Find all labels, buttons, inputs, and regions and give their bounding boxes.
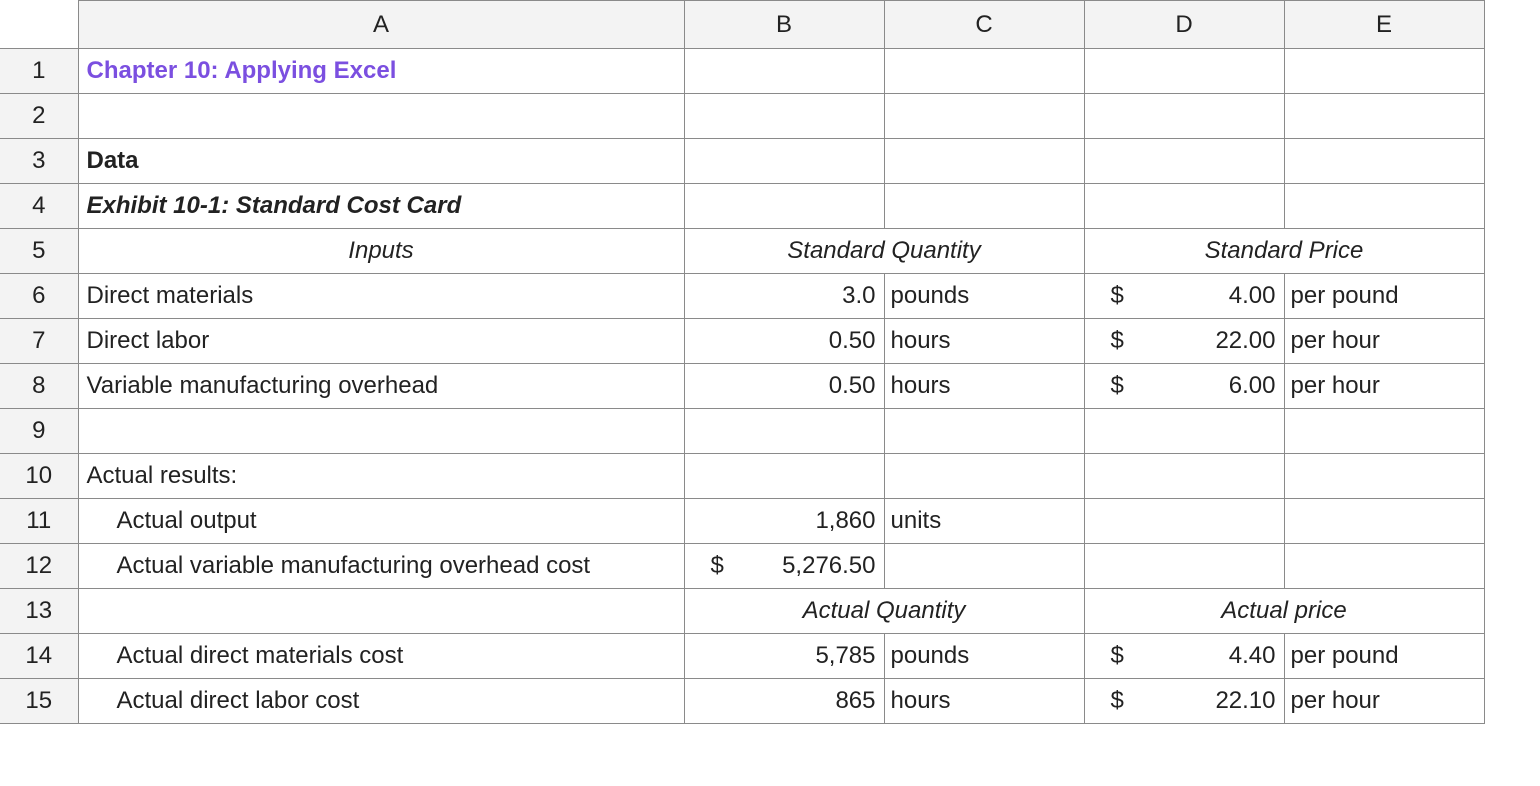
cell-e15-price-unit[interactable]: per hour [1284, 679, 1484, 724]
cell-b2[interactable] [684, 94, 884, 139]
currency-symbol: $ [710, 552, 724, 579]
cell-a4-exhibit-title[interactable]: Exhibit 10-1: Standard Cost Card [78, 184, 684, 229]
row-header[interactable]: 7 [0, 319, 78, 364]
cell-e3[interactable] [1284, 139, 1484, 184]
price-value: 4.00 [1228, 282, 1276, 309]
price-value: 22.10 [1215, 687, 1276, 714]
cell-a9[interactable] [78, 409, 684, 454]
cell-c1[interactable] [884, 49, 1084, 94]
cell-e4[interactable] [1284, 184, 1484, 229]
cell-a12-actual-voh-label[interactable]: Actual variable manufacturing overhead cost [78, 544, 684, 589]
cell-a13[interactable] [78, 589, 684, 634]
cell-b6-quantity[interactable]: 3.0 [684, 274, 884, 319]
cell-e12[interactable] [1284, 544, 1484, 589]
sheet-row [0, 499, 1484, 544]
row-header[interactable]: 4 [0, 184, 78, 229]
cell-d2[interactable] [1084, 94, 1284, 139]
cell-e10[interactable] [1284, 454, 1484, 499]
cost-value: 5,276.50 [782, 552, 876, 579]
cell-b12-actual-voh-value[interactable] [684, 544, 884, 589]
cell-b3[interactable] [684, 139, 884, 184]
cell-d6-price[interactable] [1084, 274, 1284, 319]
cell-b5-standard-quantity-header[interactable]: Standard Quantity [684, 229, 1084, 274]
column-header-row [0, 1, 1484, 49]
sheet-row [0, 139, 1484, 184]
sheet-row [0, 94, 1484, 139]
cell-d4[interactable] [1084, 184, 1284, 229]
cell-a8-label[interactable]: Variable manufacturing overhead [78, 364, 684, 409]
row-header[interactable]: 9 [0, 409, 78, 454]
row-header[interactable]: 12 [0, 544, 78, 589]
sheet-row [0, 454, 1484, 499]
cell-c11-unit[interactable]: units [884, 499, 1084, 544]
cell-c3[interactable] [884, 139, 1084, 184]
cell-e14-price-unit[interactable]: per pound [1284, 634, 1484, 679]
cell-d12[interactable] [1084, 544, 1284, 589]
cell-c15-unit[interactable]: hours [884, 679, 1084, 724]
column-header-a[interactable]: A [78, 1, 684, 49]
sheet-row [0, 634, 1484, 679]
column-header-b[interactable]: B [684, 1, 884, 49]
cell-e8-price-unit[interactable]: per hour [1284, 364, 1484, 409]
cell-c7-unit[interactable]: hours [884, 319, 1084, 364]
cell-a6-label[interactable]: Direct materials [78, 274, 684, 319]
row-header[interactable]: 6 [0, 274, 78, 319]
cell-c8-unit[interactable]: hours [884, 364, 1084, 409]
currency-symbol: $ [1110, 687, 1124, 714]
cell-b1[interactable] [684, 49, 884, 94]
cell-e2[interactable] [1284, 94, 1484, 139]
cell-e6-price-unit[interactable]: per pound [1284, 274, 1484, 319]
cell-d13-actual-price-header[interactable]: Actual price [1084, 589, 1484, 634]
cell-a7-label[interactable]: Direct labor [78, 319, 684, 364]
cell-b8-quantity[interactable]: 0.50 [684, 364, 884, 409]
row-header[interactable]: 8 [0, 364, 78, 409]
price-value: 6.00 [1228, 372, 1276, 399]
cell-c10[interactable] [884, 454, 1084, 499]
currency-symbol: $ [1110, 372, 1124, 399]
column-header-e[interactable]: E [1284, 1, 1484, 49]
cell-a15-label[interactable]: Actual direct labor cost [78, 679, 684, 724]
cell-c12[interactable] [884, 544, 1084, 589]
column-header-c[interactable]: C [884, 1, 1084, 49]
cell-b4[interactable] [684, 184, 884, 229]
cell-b11-actual-output-value[interactable]: 1,860 [684, 499, 884, 544]
currency-symbol: $ [1110, 642, 1124, 669]
cell-e11[interactable] [1284, 499, 1484, 544]
sheet-row [0, 319, 1484, 364]
sheet-row [0, 49, 1484, 94]
cell-d7-price[interactable] [1084, 319, 1284, 364]
cell-c4[interactable] [884, 184, 1084, 229]
sheet-row [0, 409, 1484, 454]
select-all-corner[interactable] [0, 1, 78, 49]
row-header[interactable]: 14 [0, 634, 78, 679]
sheet-row [0, 274, 1484, 319]
cell-b7-quantity[interactable]: 0.50 [684, 319, 884, 364]
cell-a1-title[interactable]: Chapter 10: Applying Excel [78, 49, 684, 94]
price-value: 22.00 [1215, 327, 1276, 354]
sheet-row [0, 364, 1484, 409]
cell-b10[interactable] [684, 454, 884, 499]
cell-d15-price[interactable] [1084, 679, 1284, 724]
cell-d14-price[interactable] [1084, 634, 1284, 679]
row-header[interactable]: 10 [0, 454, 78, 499]
sheet-row [0, 544, 1484, 589]
cell-c9[interactable] [884, 409, 1084, 454]
price-value: 4.40 [1228, 642, 1276, 669]
cell-c14-unit[interactable]: pounds [884, 634, 1084, 679]
row-header[interactable]: 2 [0, 94, 78, 139]
column-header-d[interactable]: D [1084, 1, 1284, 49]
currency-symbol: $ [1110, 327, 1124, 354]
cell-b13-actual-quantity-header[interactable]: Actual Quantity [684, 589, 1084, 634]
sheet-row [0, 589, 1484, 634]
row-header[interactable]: 13 [0, 589, 78, 634]
row-header[interactable]: 15 [0, 679, 78, 724]
cell-d8-price[interactable] [1084, 364, 1284, 409]
sheet-row [0, 679, 1484, 724]
cell-a14-label[interactable]: Actual direct materials cost [78, 634, 684, 679]
cell-d10[interactable] [1084, 454, 1284, 499]
cell-e1[interactable] [1284, 49, 1484, 94]
cell-d1[interactable] [1084, 49, 1284, 94]
cell-e9[interactable] [1284, 409, 1484, 454]
row-header[interactable]: 1 [0, 49, 78, 94]
cell-e7-price-unit[interactable]: per hour [1284, 319, 1484, 364]
cell-a2[interactable] [78, 94, 684, 139]
cell-a11-actual-output-label[interactable]: Actual output [78, 499, 684, 544]
cell-b15-quantity[interactable]: 865 [684, 679, 884, 724]
cell-a5-inputs-header[interactable]: Inputs [78, 229, 684, 274]
cell-d9[interactable] [1084, 409, 1284, 454]
row-header[interactable]: 5 [0, 229, 78, 274]
sheet-row [0, 184, 1484, 229]
row-header[interactable]: 11 [0, 499, 78, 544]
row-header[interactable]: 3 [0, 139, 78, 184]
sheet-row [0, 229, 1484, 274]
cell-a3-data-label[interactable]: Data [78, 139, 684, 184]
cell-b9[interactable] [684, 409, 884, 454]
cell-d11[interactable] [1084, 499, 1284, 544]
cell-a10-actual-results-label[interactable]: Actual results: [78, 454, 684, 499]
cell-d3[interactable] [1084, 139, 1284, 184]
cell-d5-standard-price-header[interactable]: Standard Price [1084, 229, 1484, 274]
cell-c2[interactable] [884, 94, 1084, 139]
cell-b14-quantity[interactable]: 5,785 [684, 634, 884, 679]
cell-c6-unit[interactable]: pounds [884, 274, 1084, 319]
currency-symbol: $ [1110, 282, 1124, 309]
